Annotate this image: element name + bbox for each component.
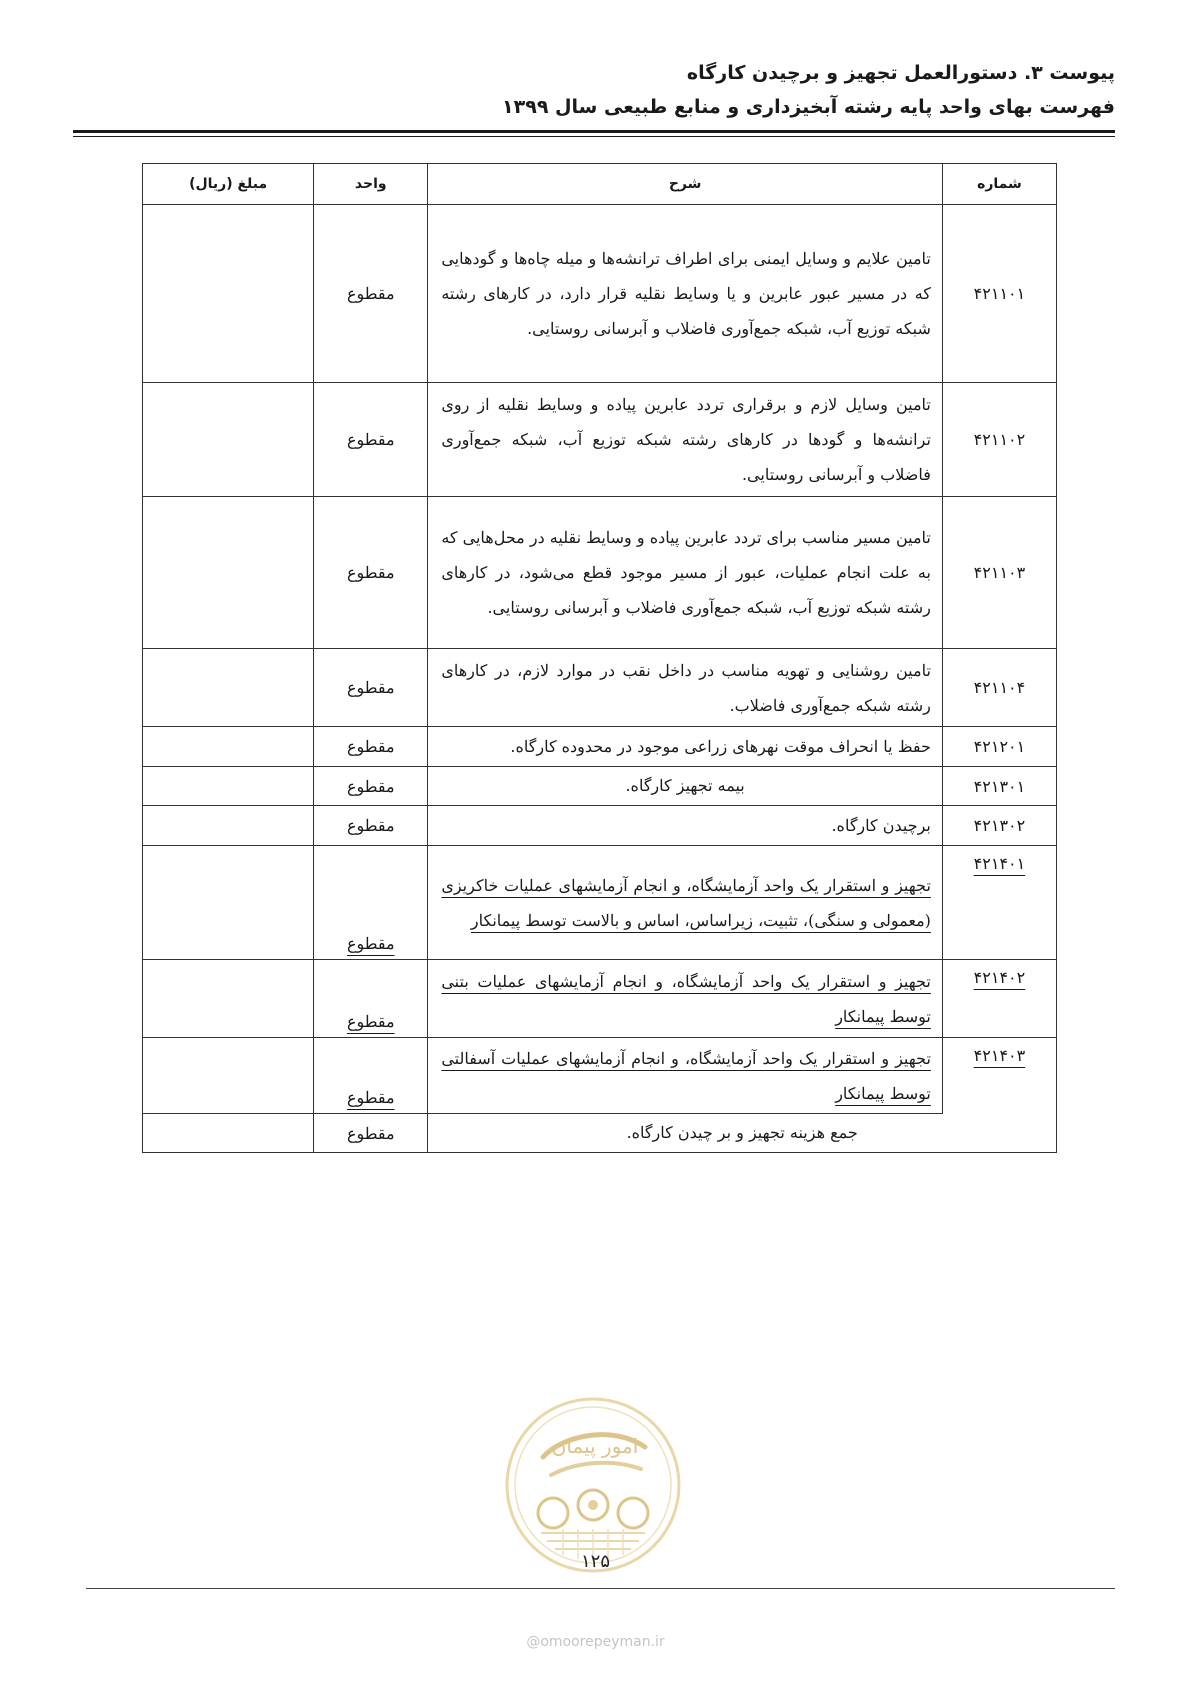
row-description: تجهیز و استقرار یک واحد آزمایشگاه، و انجام آزمایشهای عملیات خاکریزی (معمولی و سنگی)، تثبیت، زیراساس، اساس و بالاست توسط پیمانکار: [441, 875, 931, 930]
row-amount: [143, 960, 314, 1038]
watermark-url: @omoorepeyman.ir: [526, 1634, 665, 1650]
row-amount: [143, 806, 314, 846]
page-number: ۱۲۵: [580, 1551, 610, 1572]
table-row: [143, 727, 1057, 767]
row-unit: مقطوع: [346, 1012, 395, 1031]
row-amount: [143, 383, 314, 497]
row-description: تامین وسایل لازم و برقراری تردد عابرین پیاده و وسایط نقلیه از روی ترانشه‌ها و گودها در کارهای رشته شبکه توزیع آب، شبکه جمع‌آوری فاضلاب و آبرسانی روستایی.: [441, 395, 931, 484]
row-code: ۴۲۱۳۰۲: [942, 806, 1056, 846]
row-description: تامین مسیر مناسب برای تردد عابرین پیاده و وسایط نقلیه در محل‌هایی که به علت انجام عملیات، عبور از مسیر موجود قطع می‌شود، در کارهای رشته شبکه توزیع آب، شبکه جمع‌آوری فاضلاب و آبرسانی روستایی.: [441, 528, 931, 617]
omoor-peyman-stamp-logo: [503, 1395, 683, 1575]
row-amount: [143, 767, 314, 806]
row-amount: [143, 497, 314, 649]
row-amount: [143, 649, 314, 727]
row-code: ۴۲۱۲۰۱: [942, 727, 1056, 767]
row-description: بیمه تجهیز کارگاه.: [625, 776, 745, 795]
row-code: ۴۲۱۳۰۱: [942, 767, 1056, 806]
row-amount: [143, 846, 314, 960]
document-title: فهرست بهای واحد پایه رشته آبخیزداری و منابع طبیعی سال ۱۳۹۹: [502, 96, 1115, 118]
row-description: تامین روشنایی و تهویه مناسب در داخل نقب در موارد لازم، در کارهای رشته شبکه جمع‌آوری فاضلاب.: [441, 660, 931, 715]
header-description: شرح: [428, 164, 943, 205]
appendix-title: پیوست ۳. دستورالعمل تجهیز و برچیدن کارگاه: [686, 62, 1115, 84]
row-code: ۴۲۱۱۰۱: [942, 205, 1056, 383]
row-unit: مقطوع: [314, 383, 428, 497]
row-unit: مقطوع: [314, 767, 428, 806]
row-unit: مقطوع: [314, 649, 428, 727]
row-unit: مقطوع: [314, 727, 428, 767]
page-header: [502, 56, 1115, 124]
table-row: [143, 846, 1057, 960]
table-total-row: [143, 1114, 1057, 1153]
row-unit: مقطوع: [346, 1088, 395, 1107]
header-rule-thick: [73, 130, 1115, 133]
total-unit: مقطوع: [314, 1114, 428, 1153]
total-description: جمع هزینه تجهیز و بر چیدن کارگاه.: [626, 1123, 858, 1142]
row-unit: مقطوع: [314, 497, 428, 649]
row-description: حفظ یا انحراف موقت نهرهای زراعی موجود در محدوده کارگاه.: [510, 737, 931, 756]
row-description: برچیدن کارگاه.: [831, 816, 931, 835]
row-amount: [143, 1038, 314, 1114]
row-amount: [143, 727, 314, 767]
row-code: ۴۲۱۴۰۳: [973, 1046, 1026, 1065]
table-row: [143, 383, 1057, 497]
table-row: [143, 960, 1057, 1038]
header-rule-thin: [73, 136, 1115, 137]
table-row: [143, 806, 1057, 846]
row-unit: مقطوع: [314, 806, 428, 846]
row-code: ۴۲۱۴۰۲: [973, 968, 1026, 987]
table-row: [143, 767, 1057, 806]
total-amount: [143, 1114, 314, 1153]
row-description: تجهیز و استقرار یک واحد آزمایشگاه، و انجام آزمایشهای عملیات آسفالتی توسط پیمانکار: [441, 1048, 931, 1103]
table-row: [143, 1038, 1057, 1114]
header-amount: مبلغ (ریال): [143, 164, 314, 205]
row-code: ۴۲۱۱۰۴: [942, 649, 1056, 727]
row-code: ۴۲۱۴۰۱: [973, 854, 1026, 873]
row-code: ۴۲۱۱۰۲: [942, 383, 1056, 497]
table-row: [143, 497, 1057, 649]
header-code: شماره: [942, 164, 1056, 205]
row-amount: [143, 205, 314, 383]
table-row: [143, 649, 1057, 727]
row-unit: مقطوع: [314, 205, 428, 383]
price-list-table: [142, 163, 1057, 1153]
stamp-text: امور پیمان: [551, 1434, 639, 1458]
row-code: ۴۲۱۱۰۳: [942, 497, 1056, 649]
row-description: تجهیز و استقرار یک واحد آزمایشگاه، و انجام آزمایشهای عملیات بتنی توسط پیمانکار: [441, 971, 931, 1026]
table-row: [143, 205, 1057, 383]
footer-rule: [86, 1588, 1115, 1589]
row-description: تامین علایم و وسایل ایمنی برای اطراف ترانشه‌ها و میله چاه‌ها و گودهایی که در مسیر عبور عابرین و یا وسایط نقلیه قرار دارد، در کارهای رشته شبکه توزیع آب، شبکه جمع‌آوری فاضلاب و آبرسانی روستایی.: [441, 249, 931, 338]
row-unit: مقطوع: [346, 934, 395, 953]
table-header-row: [143, 164, 1057, 205]
header-unit: واحد: [314, 164, 428, 205]
